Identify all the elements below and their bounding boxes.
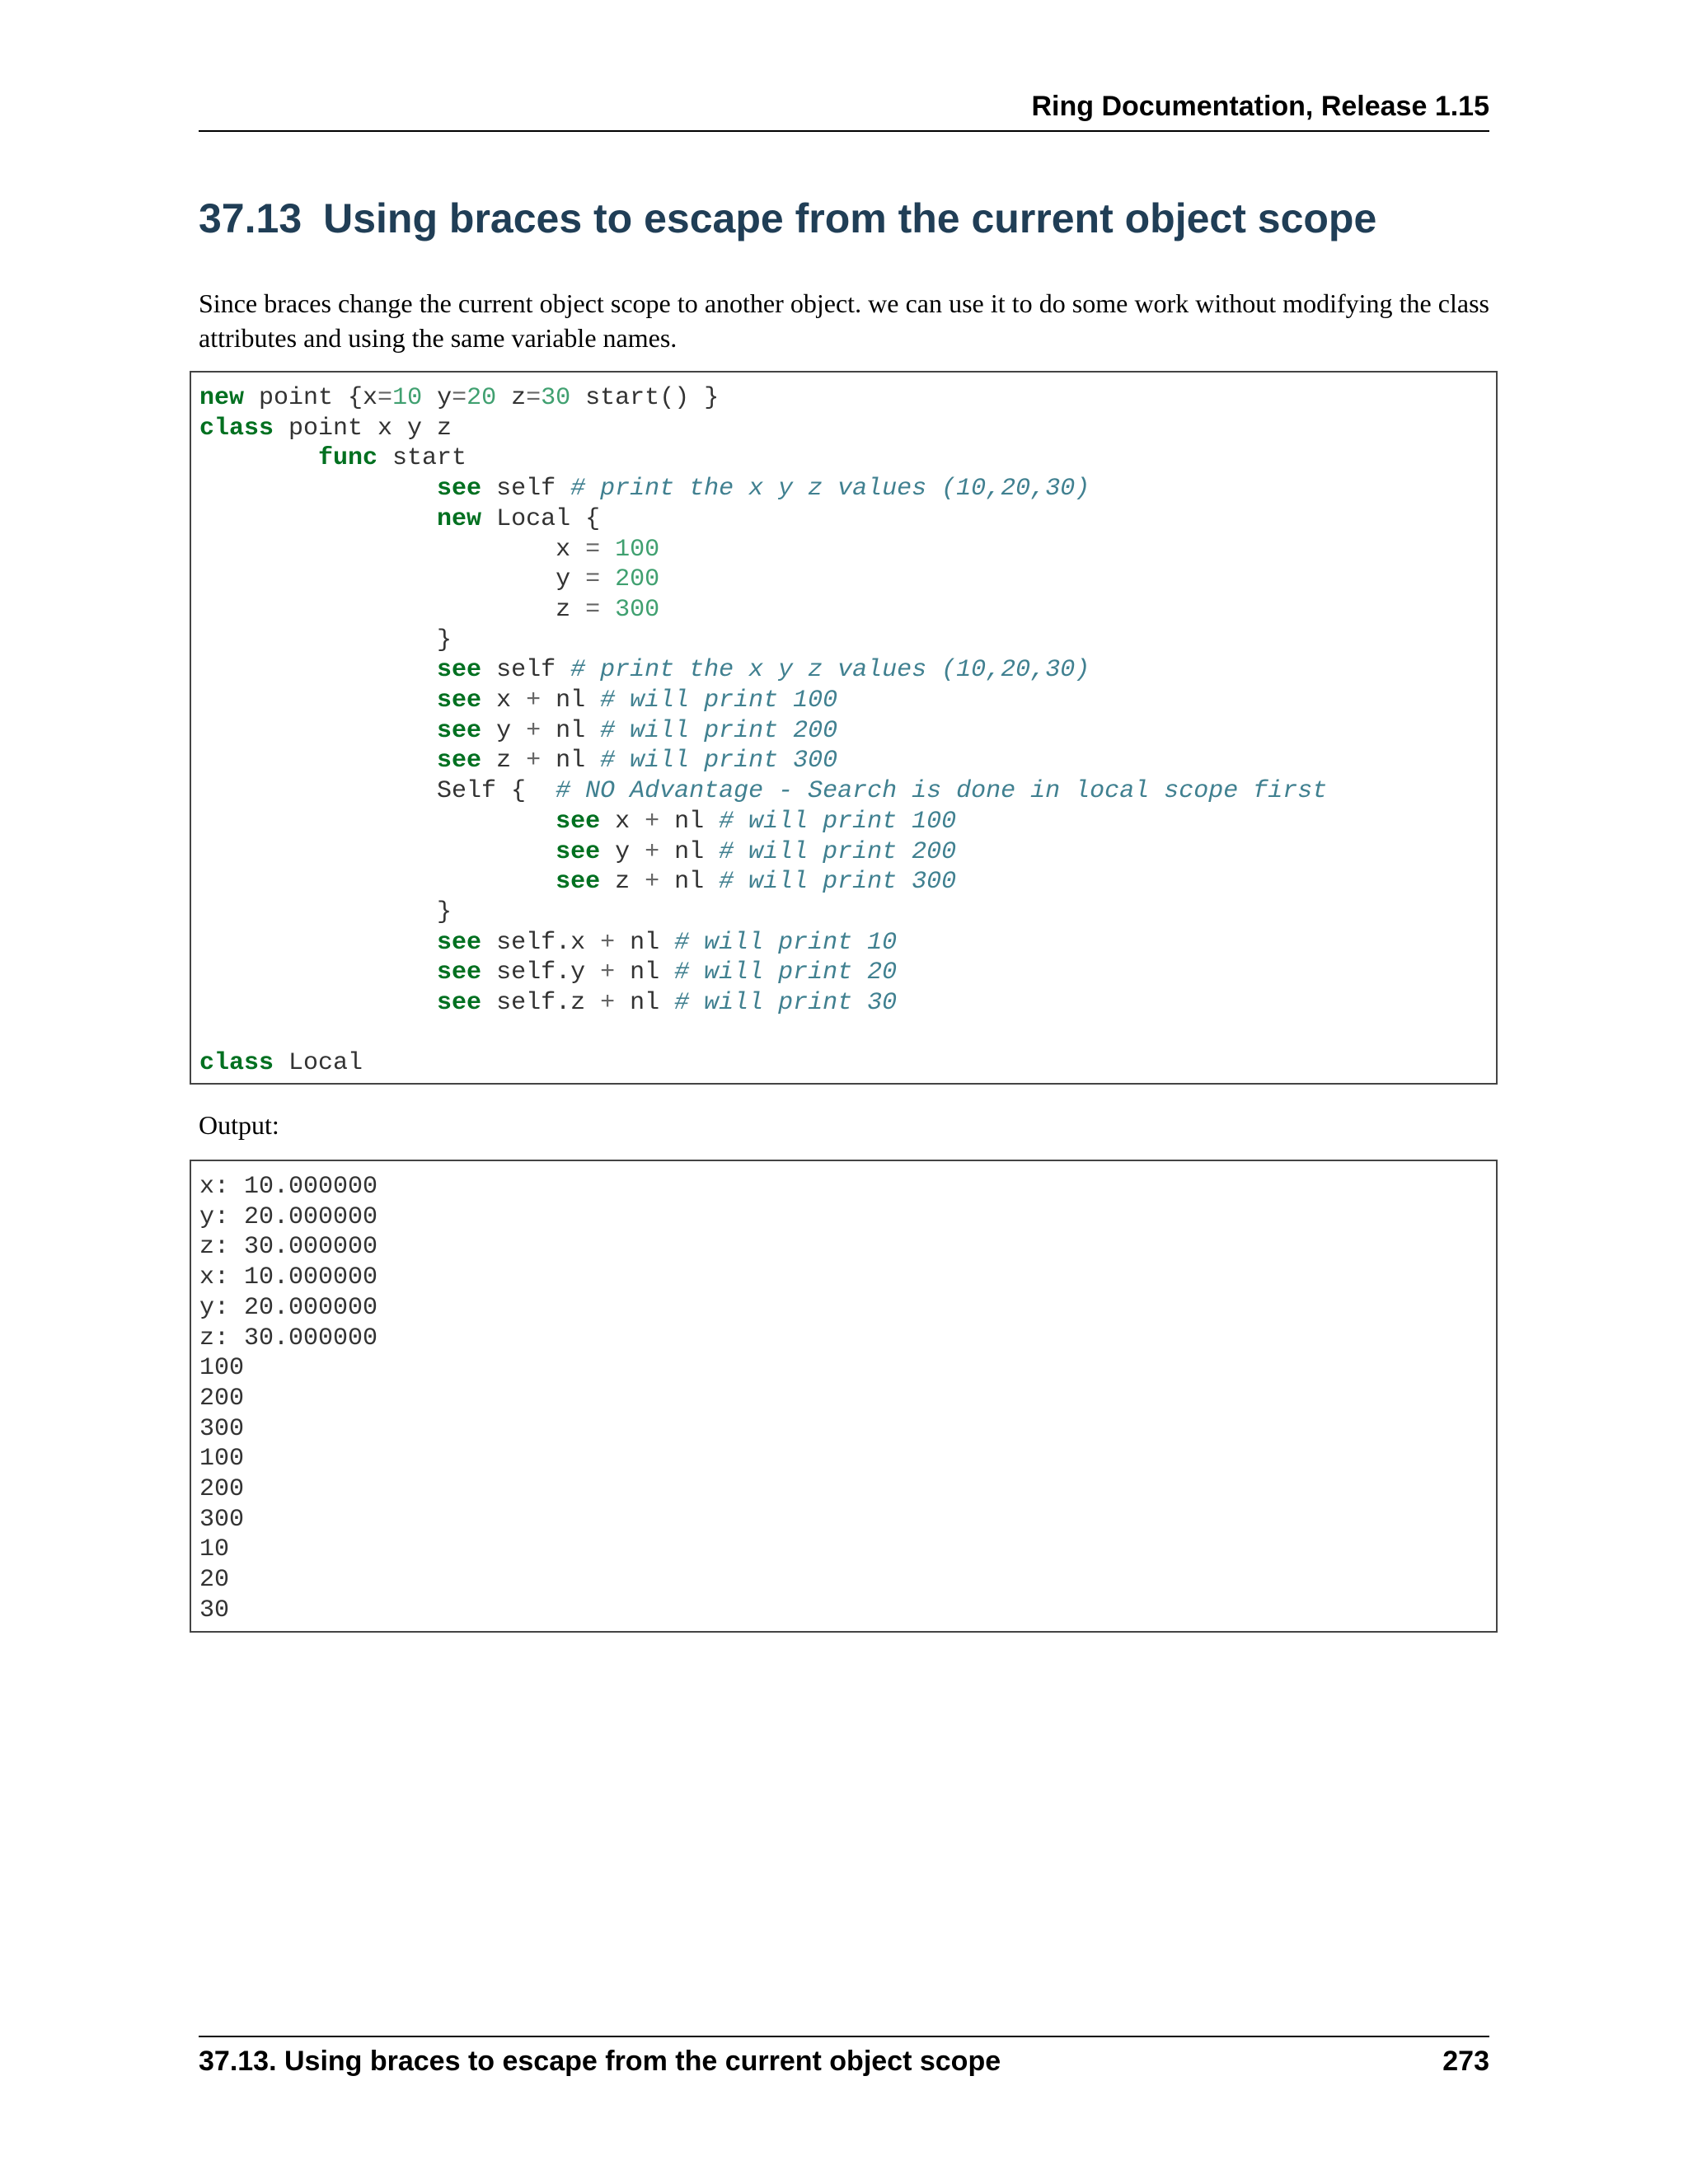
output-line: z: 30.000000 bbox=[199, 1233, 378, 1262]
code-text: nl bbox=[541, 716, 601, 745]
code-text bbox=[199, 717, 437, 745]
page-number: 273 bbox=[1442, 2046, 1489, 2077]
code-comment: # will print 200 bbox=[719, 837, 957, 866]
code-keyword: see bbox=[556, 807, 601, 836]
code-text: Local bbox=[274, 1049, 363, 1078]
code-operator: = bbox=[585, 535, 601, 564]
code-line bbox=[199, 536, 659, 564]
output-line: z: 30.000000 bbox=[199, 1324, 378, 1352]
code-text: start bbox=[377, 444, 467, 473]
code-text: start() } bbox=[570, 384, 720, 412]
intro-paragraph: Since braces change the current object scope to another object. we can use it to do some work without modifying the class attributes and using the same variable names. bbox=[199, 288, 1489, 353]
code-text: point {x bbox=[244, 384, 378, 412]
code-text bbox=[199, 656, 437, 684]
code-line bbox=[199, 777, 1327, 805]
output-line: 100 bbox=[199, 1445, 245, 1474]
output-line: x: 10.000000 bbox=[199, 1173, 378, 1201]
code-text: self bbox=[481, 656, 571, 685]
code-line bbox=[199, 444, 467, 472]
code-comment: # print the x y z values (10,20,30) bbox=[570, 656, 1090, 685]
code-text bbox=[199, 838, 556, 866]
code-text bbox=[199, 505, 437, 533]
code-text bbox=[600, 565, 615, 593]
output-line: 20 bbox=[199, 1566, 230, 1595]
code-line bbox=[199, 415, 452, 443]
code-number: 10 bbox=[392, 384, 423, 412]
code-line bbox=[199, 1049, 363, 1077]
code-operator: + bbox=[645, 807, 660, 836]
code-line bbox=[199, 717, 837, 745]
code-text: nl bbox=[659, 868, 720, 897]
output-line: 300 bbox=[199, 1414, 245, 1443]
code-line bbox=[199, 898, 452, 926]
code-example-block bbox=[190, 371, 1498, 1085]
code-comment: # will print 30 bbox=[674, 989, 898, 1018]
output-listing bbox=[191, 1161, 1496, 1626]
code-text bbox=[600, 536, 615, 564]
output-line: 30 bbox=[199, 1596, 230, 1624]
output-line: 10 bbox=[199, 1535, 230, 1564]
code-text: Local { bbox=[481, 504, 601, 533]
output-line: 300 bbox=[199, 1505, 245, 1534]
code-text: x bbox=[199, 535, 586, 564]
code-keyword: see bbox=[437, 687, 482, 715]
code-comment: # NO Advantage - Search is done in local scope first bbox=[556, 777, 1328, 806]
code-operator: = bbox=[585, 565, 601, 594]
code-text bbox=[199, 444, 318, 472]
code-line bbox=[199, 596, 659, 624]
code-text bbox=[199, 747, 437, 775]
code-text bbox=[199, 989, 437, 1017]
output-line: y: 20.000000 bbox=[199, 1293, 378, 1322]
code-keyword: see bbox=[437, 716, 482, 745]
code-line bbox=[199, 475, 1090, 503]
code-line bbox=[199, 384, 719, 412]
code-keyword: new bbox=[199, 384, 245, 412]
output-line: x: 10.000000 bbox=[199, 1263, 378, 1292]
code-line bbox=[199, 929, 897, 957]
code-keyword: class bbox=[199, 1049, 274, 1078]
code-keyword: see bbox=[437, 656, 482, 685]
code-line bbox=[199, 868, 956, 896]
code-line bbox=[199, 747, 837, 775]
code-operator: + bbox=[526, 747, 542, 776]
code-text bbox=[600, 596, 615, 624]
code-operator: = bbox=[377, 384, 393, 412]
section-heading bbox=[199, 194, 1376, 242]
code-keyword: see bbox=[556, 868, 601, 897]
code-text: y bbox=[481, 716, 527, 745]
code-keyword: see bbox=[437, 928, 482, 957]
code-text: nl bbox=[659, 837, 720, 866]
code-line bbox=[199, 656, 1090, 684]
code-operator: + bbox=[600, 958, 616, 987]
footer-section-title: 37.13. Using braces to escape from the current object scope bbox=[199, 2046, 1001, 2077]
code-comment: # will print 10 bbox=[674, 928, 898, 957]
code-number: 300 bbox=[615, 595, 660, 624]
output-line: 100 bbox=[199, 1354, 245, 1383]
section-title-text: Using braces to escape from the current object scope bbox=[323, 195, 1377, 241]
code-text: } bbox=[199, 626, 452, 654]
code-text: self bbox=[481, 475, 571, 504]
code-comment: # will print 20 bbox=[674, 958, 898, 987]
code-keyword: func bbox=[318, 444, 378, 473]
code-text: nl bbox=[541, 747, 601, 776]
code-text bbox=[199, 868, 556, 896]
code-comment: # print the x y z values (10,20,30) bbox=[570, 475, 1090, 504]
code-line bbox=[199, 565, 659, 593]
code-text: self.y bbox=[481, 958, 601, 987]
code-comment: # will print 100 bbox=[600, 687, 838, 715]
code-keyword: new bbox=[437, 504, 482, 533]
header-rule bbox=[199, 130, 1489, 132]
output-block bbox=[190, 1160, 1498, 1633]
code-keyword: see bbox=[437, 475, 482, 504]
code-text: point x y z bbox=[274, 414, 452, 443]
code-text: nl bbox=[615, 958, 675, 987]
code-number: 200 bbox=[615, 565, 660, 594]
code-operator: + bbox=[645, 868, 660, 897]
code-keyword: see bbox=[437, 958, 482, 987]
output-line: 200 bbox=[199, 1475, 245, 1504]
code-keyword: see bbox=[437, 989, 482, 1018]
code-text: nl bbox=[615, 928, 675, 957]
code-line bbox=[199, 958, 897, 987]
code-text: x bbox=[481, 687, 527, 715]
code-operator: + bbox=[526, 716, 542, 745]
code-number: 30 bbox=[541, 384, 571, 412]
code-text: y bbox=[422, 384, 452, 412]
code-operator: = bbox=[452, 384, 467, 412]
code-text: nl bbox=[615, 989, 675, 1018]
output-label: Output: bbox=[199, 1110, 279, 1140]
code-operator: + bbox=[645, 837, 660, 866]
footer-rule bbox=[199, 2036, 1489, 2037]
code-text bbox=[199, 808, 556, 836]
code-operator: + bbox=[600, 928, 616, 957]
code-number: 20 bbox=[467, 384, 497, 412]
code-number: 100 bbox=[615, 535, 660, 564]
code-text bbox=[199, 929, 437, 957]
code-text: y bbox=[600, 837, 645, 866]
code-text: } bbox=[199, 898, 452, 926]
code-text: z bbox=[199, 595, 586, 624]
output-line: y: 20.000000 bbox=[199, 1202, 378, 1231]
code-line bbox=[199, 989, 897, 1017]
running-header: Ring Documentation, Release 1.15 bbox=[1031, 91, 1489, 122]
code-operator: + bbox=[526, 687, 542, 715]
code-listing bbox=[191, 373, 1496, 1079]
code-comment: # will print 200 bbox=[600, 716, 838, 745]
output-line: 200 bbox=[199, 1384, 245, 1413]
code-text: nl bbox=[541, 687, 601, 715]
code-line bbox=[199, 626, 452, 654]
code-line bbox=[199, 808, 956, 836]
code-comment: # will print 300 bbox=[719, 868, 957, 897]
code-text bbox=[199, 958, 437, 987]
code-text: nl bbox=[659, 807, 720, 836]
code-text: x bbox=[600, 807, 645, 836]
code-comment: # will print 300 bbox=[600, 747, 838, 776]
code-line bbox=[199, 687, 837, 715]
code-text: y bbox=[199, 565, 586, 594]
code-text: self.z bbox=[481, 989, 601, 1018]
code-comment: # will print 100 bbox=[719, 807, 957, 836]
code-line bbox=[199, 838, 956, 866]
code-text: z bbox=[496, 384, 527, 412]
code-text bbox=[199, 475, 437, 503]
code-text: z bbox=[600, 868, 645, 897]
code-text: self.x bbox=[481, 928, 601, 957]
code-text: z bbox=[481, 747, 527, 776]
code-text: Self { bbox=[199, 777, 556, 806]
code-text bbox=[199, 687, 437, 715]
code-operator: = bbox=[526, 384, 542, 412]
section-number: 37.13 bbox=[199, 195, 302, 241]
code-operator: = bbox=[585, 595, 601, 624]
code-operator: + bbox=[600, 989, 616, 1018]
code-keyword: see bbox=[556, 837, 601, 866]
code-keyword: class bbox=[199, 414, 274, 443]
code-keyword: see bbox=[437, 747, 482, 776]
code-line bbox=[199, 505, 600, 533]
